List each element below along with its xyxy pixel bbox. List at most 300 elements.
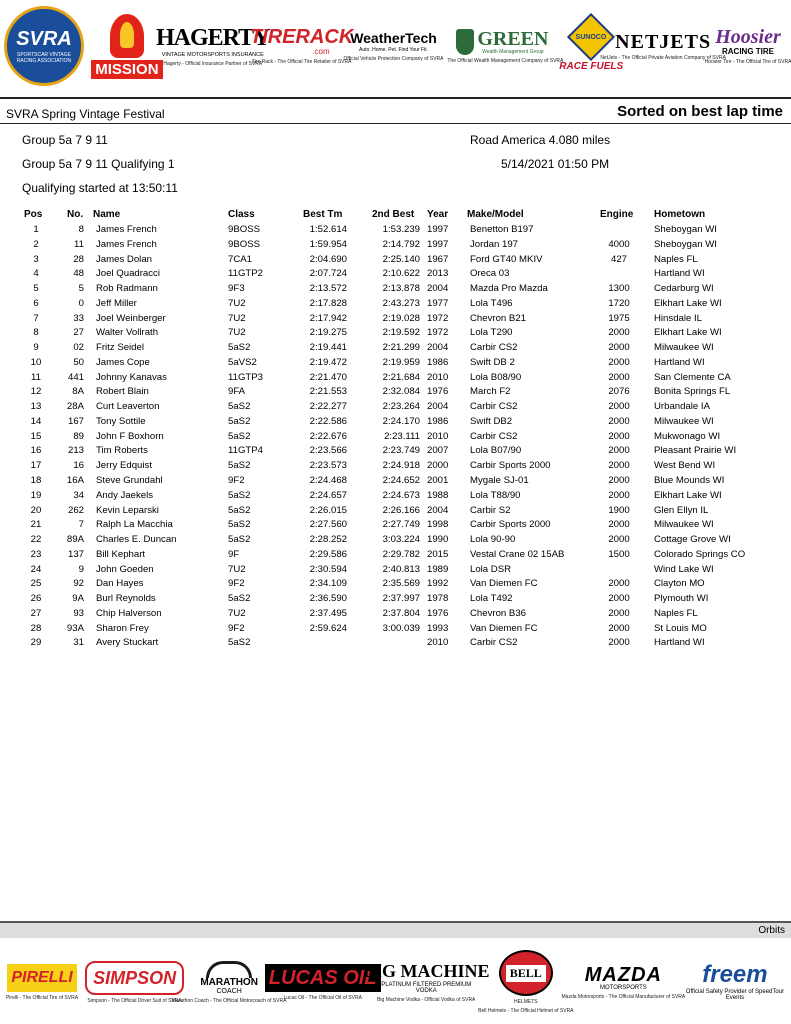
cell-class: 9BOSS (228, 224, 260, 235)
lucas-oil-tagline: Lucas Oil - The Official Oil of SVRA (283, 994, 362, 1001)
cell-home: San Clemente CA (654, 371, 731, 383)
marathon-tagline: Marathon Coach - The Official Motorcoach of SVRA (171, 997, 287, 1004)
cell-name: Jeff Miller (96, 297, 137, 309)
col-header-no: No. (67, 209, 84, 220)
cell-engine: 2000 (608, 371, 630, 383)
sort-label: Sorted on best lap time (617, 103, 783, 120)
footer-bar (0, 921, 791, 938)
cell-home: Cedarburg WI (654, 283, 714, 295)
cell-year: 1976 (427, 607, 449, 619)
cell-second: 1:53.239 (382, 224, 420, 235)
cell-best: 2:21.553 (309, 386, 347, 398)
pirelli-logo-text: PIRELLI (7, 964, 76, 992)
col-header-class: Class (228, 209, 255, 220)
results-body (0, 223, 791, 651)
cell-no: 92 (73, 578, 84, 590)
cell-home: Clayton MO (654, 578, 705, 590)
cell-best: 2:37.495 (309, 607, 347, 619)
cell-make: Van Diemen FC (470, 622, 538, 634)
cell-year: 1997 (427, 238, 449, 250)
cell-no: 02 (73, 342, 84, 354)
cell-best: 2:07.724 (309, 268, 347, 280)
cell-year: 2004 (427, 342, 449, 354)
cell-best: 2:13.572 (309, 283, 347, 295)
cell-engine: 2000 (608, 415, 630, 427)
cell-class: 7U2 (228, 297, 246, 309)
cell-engine: 1300 (608, 283, 630, 295)
cell-name: Joel Quadracci (96, 268, 160, 280)
cell-pos: 1 (33, 224, 39, 235)
cell-best: 2:22.277 (309, 401, 347, 413)
cell-pos: 13 (30, 401, 42, 413)
table-row (0, 297, 791, 312)
freem-logo (683, 963, 787, 1001)
cell-best: 2:17.942 (309, 312, 347, 324)
cell-name: James French (96, 224, 157, 235)
cell-make: Lola DSR (470, 563, 512, 575)
col-header-pos: Pos (24, 209, 43, 220)
cell-second: 2:23.111 (384, 430, 420, 442)
table-row (0, 267, 791, 282)
cell-pos: 4 (33, 268, 39, 280)
cell-second: 2:24.170 (382, 415, 420, 427)
lucas-oil-logo (268, 964, 377, 1001)
cell-best: 2:21.470 (309, 371, 347, 383)
col-header-name: Name (93, 209, 121, 220)
cell-class: 7U2 (228, 312, 246, 324)
cell-class: 5aS2 (228, 460, 251, 472)
table-row (0, 563, 791, 578)
cell-no: 262 (67, 504, 84, 516)
orbits-label: Orbits (758, 925, 785, 936)
cell-no: 137 (67, 548, 84, 560)
cell-class: 5aS2 (228, 637, 251, 649)
cell-home: Sheboygan WI (654, 224, 717, 235)
tirerack-tagline: Tire Rack - The Official Tire Retailer of SVRA (251, 59, 352, 65)
cell-second: 2:14.792 (382, 238, 420, 250)
cell-make: Lola T290 (470, 327, 513, 339)
mission-logo-text: MISSION (91, 60, 162, 79)
cell-year: 2000 (427, 460, 449, 472)
top-sponsor-bar (0, 0, 791, 92)
table-row (0, 341, 791, 356)
hagerty-tagline: Hagerty - Official Insurance Partner of SVRA (163, 60, 263, 67)
cell-engine: 1900 (608, 504, 630, 516)
cell-class: 5aS2 (228, 401, 251, 413)
cell-no: 9 (78, 563, 84, 575)
cell-name: James Cope (96, 356, 150, 368)
cell-name: Charles E. Duncan (96, 534, 177, 546)
freem-logo-text: freem (702, 961, 768, 988)
cell-no: 0 (78, 297, 84, 309)
cell-make: Carbir CS2 (470, 637, 518, 649)
cell-pos: 21 (30, 519, 42, 531)
pirelli-logo (4, 964, 80, 1001)
cell-best: 2:26.015 (309, 504, 347, 516)
cell-year: 1977 (427, 297, 449, 309)
cell-engine: 2000 (608, 356, 630, 368)
marathon-logo-text: MARATHON (200, 976, 258, 988)
marathon-logo (171, 961, 287, 1004)
hagerty-logo (156, 24, 270, 67)
cell-pos: 8 (33, 327, 39, 339)
green-logo-sub: Wealth Management Group (482, 48, 544, 55)
hagerty-logo-sub: VINTAGE MOTORSPORTS INSURANCE (161, 51, 264, 58)
simpson-logo-text: SIMPSON (85, 961, 184, 995)
cell-year: 2001 (427, 475, 449, 487)
cell-best: 2:59.624 (309, 622, 347, 634)
cell-home: Milwaukee WI (654, 415, 714, 427)
cell-no: 11 (74, 238, 84, 250)
cell-no: 16A (66, 475, 84, 487)
svra-logo-ring: SPORTSCAR VINTAGE RACING ASSOCIATION (16, 51, 72, 64)
simpson-tagline: Simpson - The Official Driver Suit of SVRA (87, 997, 182, 1004)
cell-second: 2:19.959 (382, 356, 420, 368)
cell-class: 7CA1 (228, 253, 252, 265)
cell-class: 5aS2 (228, 342, 251, 354)
cell-second: 2:43.273 (382, 297, 420, 309)
table-row (0, 489, 791, 504)
cell-class: 5aS2 (228, 489, 251, 501)
cell-home: Naples FL (654, 607, 698, 619)
svra-logo (4, 6, 84, 86)
results-table (0, 207, 791, 651)
cell-home: Glen Ellyn IL (654, 504, 709, 516)
cell-home: Mukwonago WI (654, 430, 721, 442)
sunoco-logo (559, 20, 624, 72)
cell-second: 3:03.224 (382, 534, 420, 546)
col-header-best: Best Tm (303, 209, 343, 220)
cell-engine: 2000 (608, 460, 630, 472)
netjets-logo-text: NETJETS (615, 30, 712, 53)
cell-no: 213 (67, 445, 84, 457)
cell-class: 5aS2 (228, 430, 251, 442)
hoosier-logo-text: Hoosier (715, 26, 781, 48)
cell-class: 5aVS2 (228, 356, 257, 368)
cell-name: Kevin Leparski (96, 504, 159, 516)
bell-logo-text: BELL (506, 965, 546, 982)
cell-make: Lola B08/90 (470, 371, 522, 383)
cell-engine: 2000 (608, 637, 630, 649)
cell-class: 9F2 (228, 622, 245, 634)
cell-year: 1976 (427, 386, 449, 398)
pirelli-tagline: Pirelli - The Official Tire of SVRA (5, 994, 79, 1001)
cell-class: 7U2 (228, 563, 246, 575)
cell-make: Jordan 197 (470, 238, 519, 250)
big-machine-logo-sub: PLATINUM FILTERED PREMIUM VODKA (381, 981, 472, 994)
cell-class: 9F (228, 548, 240, 560)
tirerack-logo-text: TIRERACK (249, 26, 354, 48)
cell-best: 2:36.590 (309, 593, 347, 605)
cell-year: 1989 (427, 563, 449, 575)
cell-second: 2:35.569 (382, 578, 420, 590)
cell-class: 11GTP2 (228, 268, 264, 280)
session-start: Qualifying started at 13:50:11 (22, 181, 178, 195)
cell-pos: 26 (30, 593, 42, 605)
cell-no: 93A (66, 622, 84, 634)
cell-second: 2:37.997 (382, 593, 420, 605)
cell-best: 2:34.109 (309, 578, 347, 590)
cell-no: 28A (66, 401, 84, 413)
cell-engine: 2000 (608, 327, 630, 339)
big-machine-tagline: Big Machine Vodka - Official Vodka of SVRA (377, 996, 476, 1003)
cell-name: Andy Jaekels (96, 489, 154, 501)
cell-home: Milwaukee WI (654, 342, 714, 354)
cell-no: 16 (73, 460, 84, 472)
cell-engine: 2000 (608, 430, 630, 442)
cell-name: Walter Vollrath (96, 327, 159, 339)
cell-make: Carbir Sports 2000 (470, 460, 551, 472)
cell-year: 1993 (427, 622, 449, 634)
cell-no: 31 (73, 637, 84, 649)
col-header-home: Hometown (654, 209, 706, 220)
table-row (0, 474, 791, 489)
cell-no: 93 (73, 607, 84, 619)
cell-second: 2:24.673 (382, 489, 420, 501)
cell-home: Naples FL (654, 253, 698, 265)
cell-best: 2:19.275 (309, 327, 347, 339)
cell-year: 1992 (427, 578, 449, 590)
cell-name: Curt Leaverton (96, 401, 160, 413)
table-row (0, 636, 791, 651)
table-row (0, 371, 791, 386)
weathertech-logo-sub: Auto. Home. Pet. Find Your Fit. (359, 46, 428, 53)
cell-no: 27 (73, 327, 84, 339)
cell-year: 2010 (427, 371, 449, 383)
col-header-second: 2nd Best (372, 209, 415, 220)
cell-engine: 2000 (608, 607, 630, 619)
sunoco-logo-sub: RACE FUELS (559, 61, 624, 72)
netjets-tagline: NetJets - The Official Private Aviation Company of SVRA (600, 54, 726, 61)
cell-second: 2:40.813 (382, 563, 420, 575)
cell-name: Ralph La Macchia (96, 519, 173, 531)
cell-second: 2:23.749 (382, 445, 420, 457)
green-tagline: The Official Wealth Management Company of SVRA (447, 57, 564, 64)
cell-make: Oreca 03 (470, 268, 510, 280)
cell-name: Tony Sottile (96, 415, 146, 427)
cell-make: March F2 (470, 386, 511, 398)
cell-name: John Goeden (96, 563, 154, 575)
cell-year: 1988 (427, 489, 449, 501)
cell-name: Robert Blain (96, 386, 149, 398)
cell-home: Hartland WI (654, 268, 705, 280)
cell-home: Plymouth WI (654, 593, 709, 605)
cell-make: Carbir CS2 (470, 342, 518, 354)
cell-pos: 14 (30, 415, 42, 427)
mazda-logo (561, 963, 686, 1000)
cell-class: 5aS2 (228, 593, 251, 605)
col-header-year: Year (427, 209, 449, 220)
cell-best: 2:27.560 (309, 519, 347, 531)
freem-tagline: Official Safety Provider of SpeedTour Events (685, 989, 785, 1001)
cell-year: 2004 (427, 401, 449, 413)
cell-year: 1990 (427, 534, 449, 546)
big-machine-logo (363, 960, 490, 1003)
table-row (0, 415, 791, 430)
cell-home: Elkhart Lake WI (654, 489, 722, 501)
cell-make: Benetton B197 (470, 224, 534, 235)
cell-pos: 29 (30, 637, 42, 649)
cell-class: 9F2 (228, 578, 245, 590)
cell-make: Mazda Pro Mazda (470, 283, 548, 295)
marathon-logo-sub: COACH (216, 987, 242, 995)
cell-class: 7U2 (228, 607, 246, 619)
cell-home: St Louis MO (654, 622, 707, 634)
table-row (0, 312, 791, 327)
cell-class: 9F3 (228, 283, 245, 295)
cell-name: Tim Roberts (96, 445, 148, 457)
table-row (0, 533, 791, 548)
cell-make: Carbir CS2 (470, 430, 518, 442)
cell-no: 7 (78, 519, 84, 531)
cell-second: 2:13.878 (382, 283, 420, 295)
cell-make: Lola T88/90 (470, 489, 521, 501)
cell-second: 2:21.299 (382, 342, 420, 354)
cell-best: 2:30.594 (309, 563, 347, 575)
cell-class: 5aS2 (228, 415, 251, 427)
cell-engine: 2000 (608, 342, 630, 354)
table-row (0, 444, 791, 459)
cell-year: 2015 (427, 548, 449, 560)
cell-name: Joel Weinberger (96, 312, 166, 324)
cell-no: 50 (73, 356, 84, 368)
bell-tagline: Bell Helmets - The Official Helmet of SVRA (478, 1008, 574, 1014)
cell-no: 8A (72, 386, 84, 398)
simpson-logo (87, 961, 182, 1004)
cell-class: 5aS2 (228, 519, 251, 531)
cell-home: Blue Mounds WI (654, 475, 725, 487)
cell-pos: 11 (31, 371, 41, 383)
cell-no: 9A (72, 593, 84, 605)
tirerack-logo (249, 26, 354, 65)
table-row (0, 430, 791, 445)
cell-best: 1:59.954 (309, 238, 347, 250)
cell-pos: 17 (30, 460, 42, 472)
cell-second: 2:19.028 (382, 312, 420, 324)
header-divider (0, 97, 791, 99)
cell-make: Lola B07/90 (470, 445, 522, 457)
cell-name: Sharon Frey (96, 622, 149, 634)
cell-make: Swift DB2 (470, 415, 513, 427)
cell-year: 1998 (427, 519, 449, 531)
cell-year: 1972 (427, 327, 449, 339)
cell-engine: 2000 (608, 593, 630, 605)
session-datetime: 5/14/2021 01:50 PM (501, 157, 610, 171)
cell-second: 2:32.084 (382, 386, 420, 398)
svra-logo-text: SVRA (16, 27, 72, 50)
cell-make: Lola T492 (470, 593, 513, 605)
cell-make: Chevron B36 (470, 607, 526, 619)
cell-engine: 2076 (608, 386, 630, 398)
cell-year: 1997 (427, 224, 449, 235)
cell-make: Carbir S2 (470, 504, 511, 516)
cell-name: Burl Reynolds (96, 593, 156, 605)
weathertech-logo (343, 29, 444, 62)
cell-year: 2004 (427, 283, 449, 295)
cell-class: 11GTP4 (228, 445, 264, 457)
table-row (0, 356, 791, 371)
cell-pos: 6 (33, 297, 39, 309)
cell-second: 2:19.592 (382, 327, 420, 339)
mazda-logo-text: MAZDA (584, 963, 662, 986)
cell-no: 5 (78, 283, 84, 295)
cell-best: 2:28.252 (309, 534, 347, 546)
cell-name: Chip Halverson (96, 607, 162, 619)
bell-helmet-icon (499, 950, 553, 996)
cell-engine: 1975 (608, 312, 630, 324)
cell-name: John F Boxhorn (96, 430, 164, 442)
table-row (0, 592, 791, 607)
table-row (0, 548, 791, 563)
cell-second: 2:10.622 (382, 268, 420, 280)
mission-logo (92, 6, 162, 86)
cell-best: 2:24.468 (309, 475, 347, 487)
lucas-oil-logo-text: LUCAS OIL (265, 964, 381, 992)
cell-make: Van Diemen FC (470, 578, 538, 590)
cell-best: 2:19.472 (309, 356, 347, 368)
cell-no: 167 (67, 415, 84, 427)
cell-no: 89 (73, 430, 84, 442)
cell-home: Sheboygan WI (654, 238, 717, 250)
weathertech-logo-text: WeatherTech (350, 29, 437, 46)
mazda-logo-sub: MOTORSPORTS (599, 984, 647, 991)
cell-pos: 2 (33, 238, 39, 250)
col-header-make: Make/Model (467, 209, 524, 220)
cell-home: Hartland WI (654, 356, 705, 368)
hagerty-logo-text: HAGERTY (156, 24, 270, 51)
cell-best: 2:23.573 (309, 460, 347, 472)
cell-engine: 2000 (608, 534, 630, 546)
cell-engine: 2000 (608, 622, 630, 634)
cell-best: 1:52.614 (309, 224, 347, 235)
cell-second: 3:00.039 (382, 622, 420, 634)
cell-second: 2:23.264 (382, 401, 420, 413)
cell-name: Steve Grundahl (96, 475, 163, 487)
cell-year: 2013 (427, 268, 449, 280)
cell-second: 2:26.166 (382, 504, 420, 516)
table-row (0, 253, 791, 268)
cell-make: Swift DB 2 (470, 356, 515, 368)
table-row (0, 607, 791, 622)
cell-home: Hartland WI (654, 637, 705, 649)
subheader-divider (0, 123, 791, 124)
mazda-tagline: Mazda Motorsports - The Official Manufacturer of SVRA (561, 993, 686, 1000)
cell-year: 2004 (427, 504, 449, 516)
cell-engine: 1500 (608, 548, 630, 560)
cell-make: Carbir Sports 2000 (470, 519, 551, 531)
cell-class: 5aS2 (228, 534, 251, 546)
event-name: SVRA Spring Vintage Festival (6, 107, 165, 121)
group-label: Group 5a 7 9 11 (22, 133, 108, 147)
cell-home: Bonita Springs FL (654, 386, 731, 398)
cell-best: 2:22.586 (309, 415, 347, 427)
cell-year: 2007 (427, 445, 449, 457)
cell-pos: 5 (33, 283, 39, 295)
cell-class: 7U2 (228, 327, 246, 339)
cell-home: Elkhart Lake WI (654, 327, 722, 339)
cell-year: 1986 (427, 415, 449, 427)
cell-pos: 15 (30, 430, 42, 442)
cell-pos: 23 (30, 548, 42, 560)
sunoco-logo-text: SUNOCO (575, 33, 607, 41)
tirerack-logo-suffix: .com (312, 47, 330, 56)
cell-year: 1967 (427, 253, 449, 265)
cell-best: 2:29.586 (309, 548, 347, 560)
green-logo-text: GREEN (477, 27, 549, 50)
big-machine-logo-text: BIG MACHINE (363, 960, 490, 981)
table-row (0, 223, 791, 238)
cell-second: 2:24.652 (382, 475, 420, 487)
